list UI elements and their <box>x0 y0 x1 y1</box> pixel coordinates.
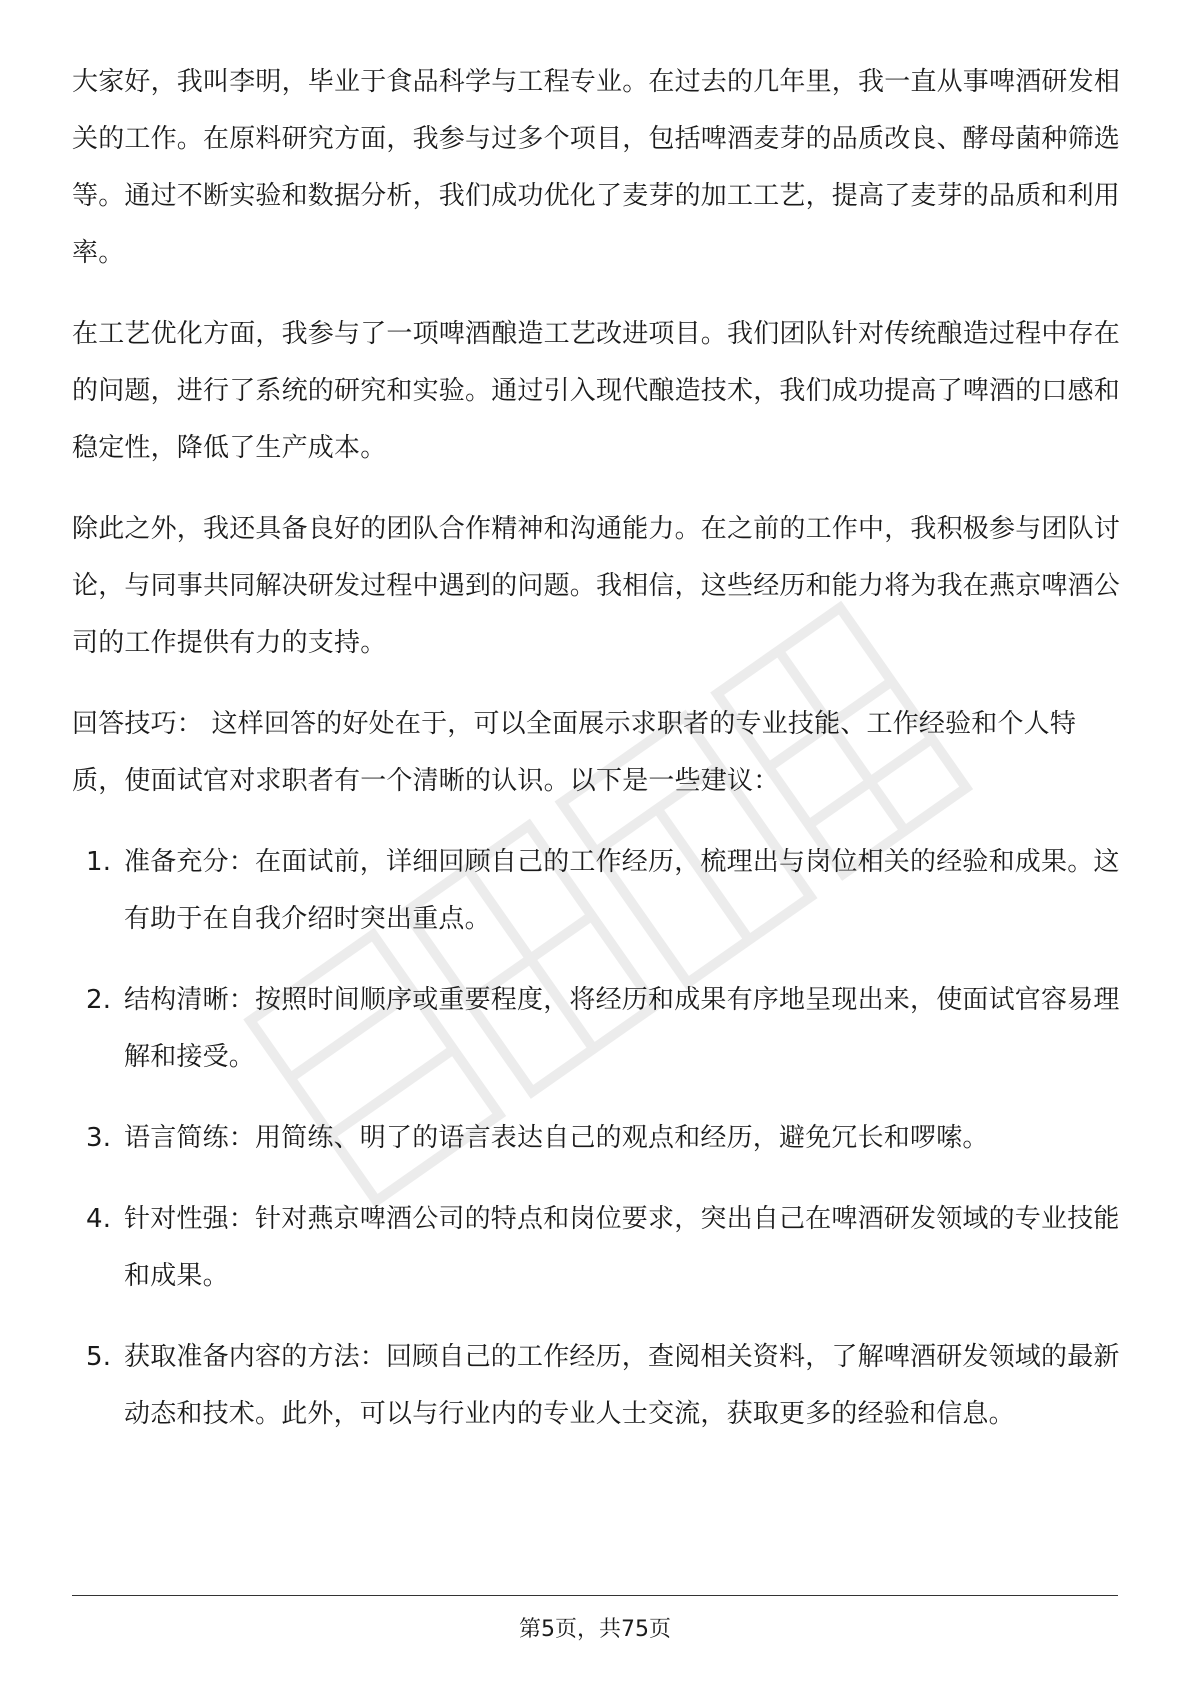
list-item-text: 准备充分：在面试前，详细回顾自己的工作经历，梳理出与岗位相关的经验和成果。这有助于在自我介绍时突出重点。 <box>124 847 1120 934</box>
list-item-number: 5. <box>86 1342 112 1372</box>
list-item <box>72 1329 1122 1443</box>
paragraph-teamwork: 除此之外，我还具备良好的团队合作精神和沟通能力。在之前的工作中，我积极参与团队讨论，与同事共同解决研发过程中遇到的问题。我相信，这些经历和能力将为我在燕京啤酒公司的工作提供有力的支持。 <box>72 514 1121 658</box>
list-item-text: 语言简练：用简练、明了的语言表达自己的观点和经历，避免冗长和啰嗦。 <box>124 1123 989 1153</box>
list-item <box>72 834 1122 948</box>
paragraph-process: 在工艺优化方面，我参与了一项啤酒酿造工艺改进项目。我们团队针对传统酿造过程中存在的问题，进行了系统的研究和实验。通过引入现代酿造技术，我们成功提高了啤酒的口感和稳定性，降低了生产成本。 <box>72 319 1121 463</box>
list-item-number: 3. <box>86 1123 112 1153</box>
list-item-number: 4. <box>86 1204 112 1234</box>
list-item <box>72 1191 1122 1305</box>
tips-list <box>72 834 1122 1443</box>
footer-divider <box>72 1595 1118 1596</box>
main-content <box>72 54 1122 1467</box>
paragraph-answer-tips: 回答技巧： 这样回答的好处在于，可以全面展示求职者的专业技能、工作经验和个人特质，使面试官对求职者有一个清晰的认识。以下是一些建议： <box>72 709 1077 796</box>
list-item-text: 获取准备内容的方法：回顾自己的工作经历，查阅相关资料，了解啤酒研发领域的最新动态和技术。此外，可以与行业内的专业人士交流，获取更多的经验和信息。 <box>124 1342 1120 1429</box>
list-item-number: 1. <box>86 847 112 877</box>
page-number: 第5页，共75页 <box>519 1617 671 1642</box>
list-item-text: 针对性强：针对燕京啤酒公司的特点和岗位要求，突出自己在啤酒研发领域的专业技能和成果。 <box>124 1204 1120 1291</box>
list-item <box>72 1110 1122 1167</box>
list-item <box>72 972 1122 1086</box>
list-item-number: 2. <box>86 985 112 1015</box>
paragraph-intro: 大家好，我叫李明，毕业于食品科学与工程专业。在过去的几年里，我一直从事啤酒研发相关的工作。在原料研究方面，我参与过多个项目，包括啤酒麦芽的品质改良、酵母菌种筛选等。通过不断实验和数据分析，我们成功优化了麦芽的加工工艺，提高了麦芽的品质和利用率。 <box>72 67 1121 268</box>
list-item-text: 结构清晰：按照时间顺序或重要程度，将经历和成果有序地呈现出来，使面试官容易理解和接受。 <box>124 985 1120 1072</box>
